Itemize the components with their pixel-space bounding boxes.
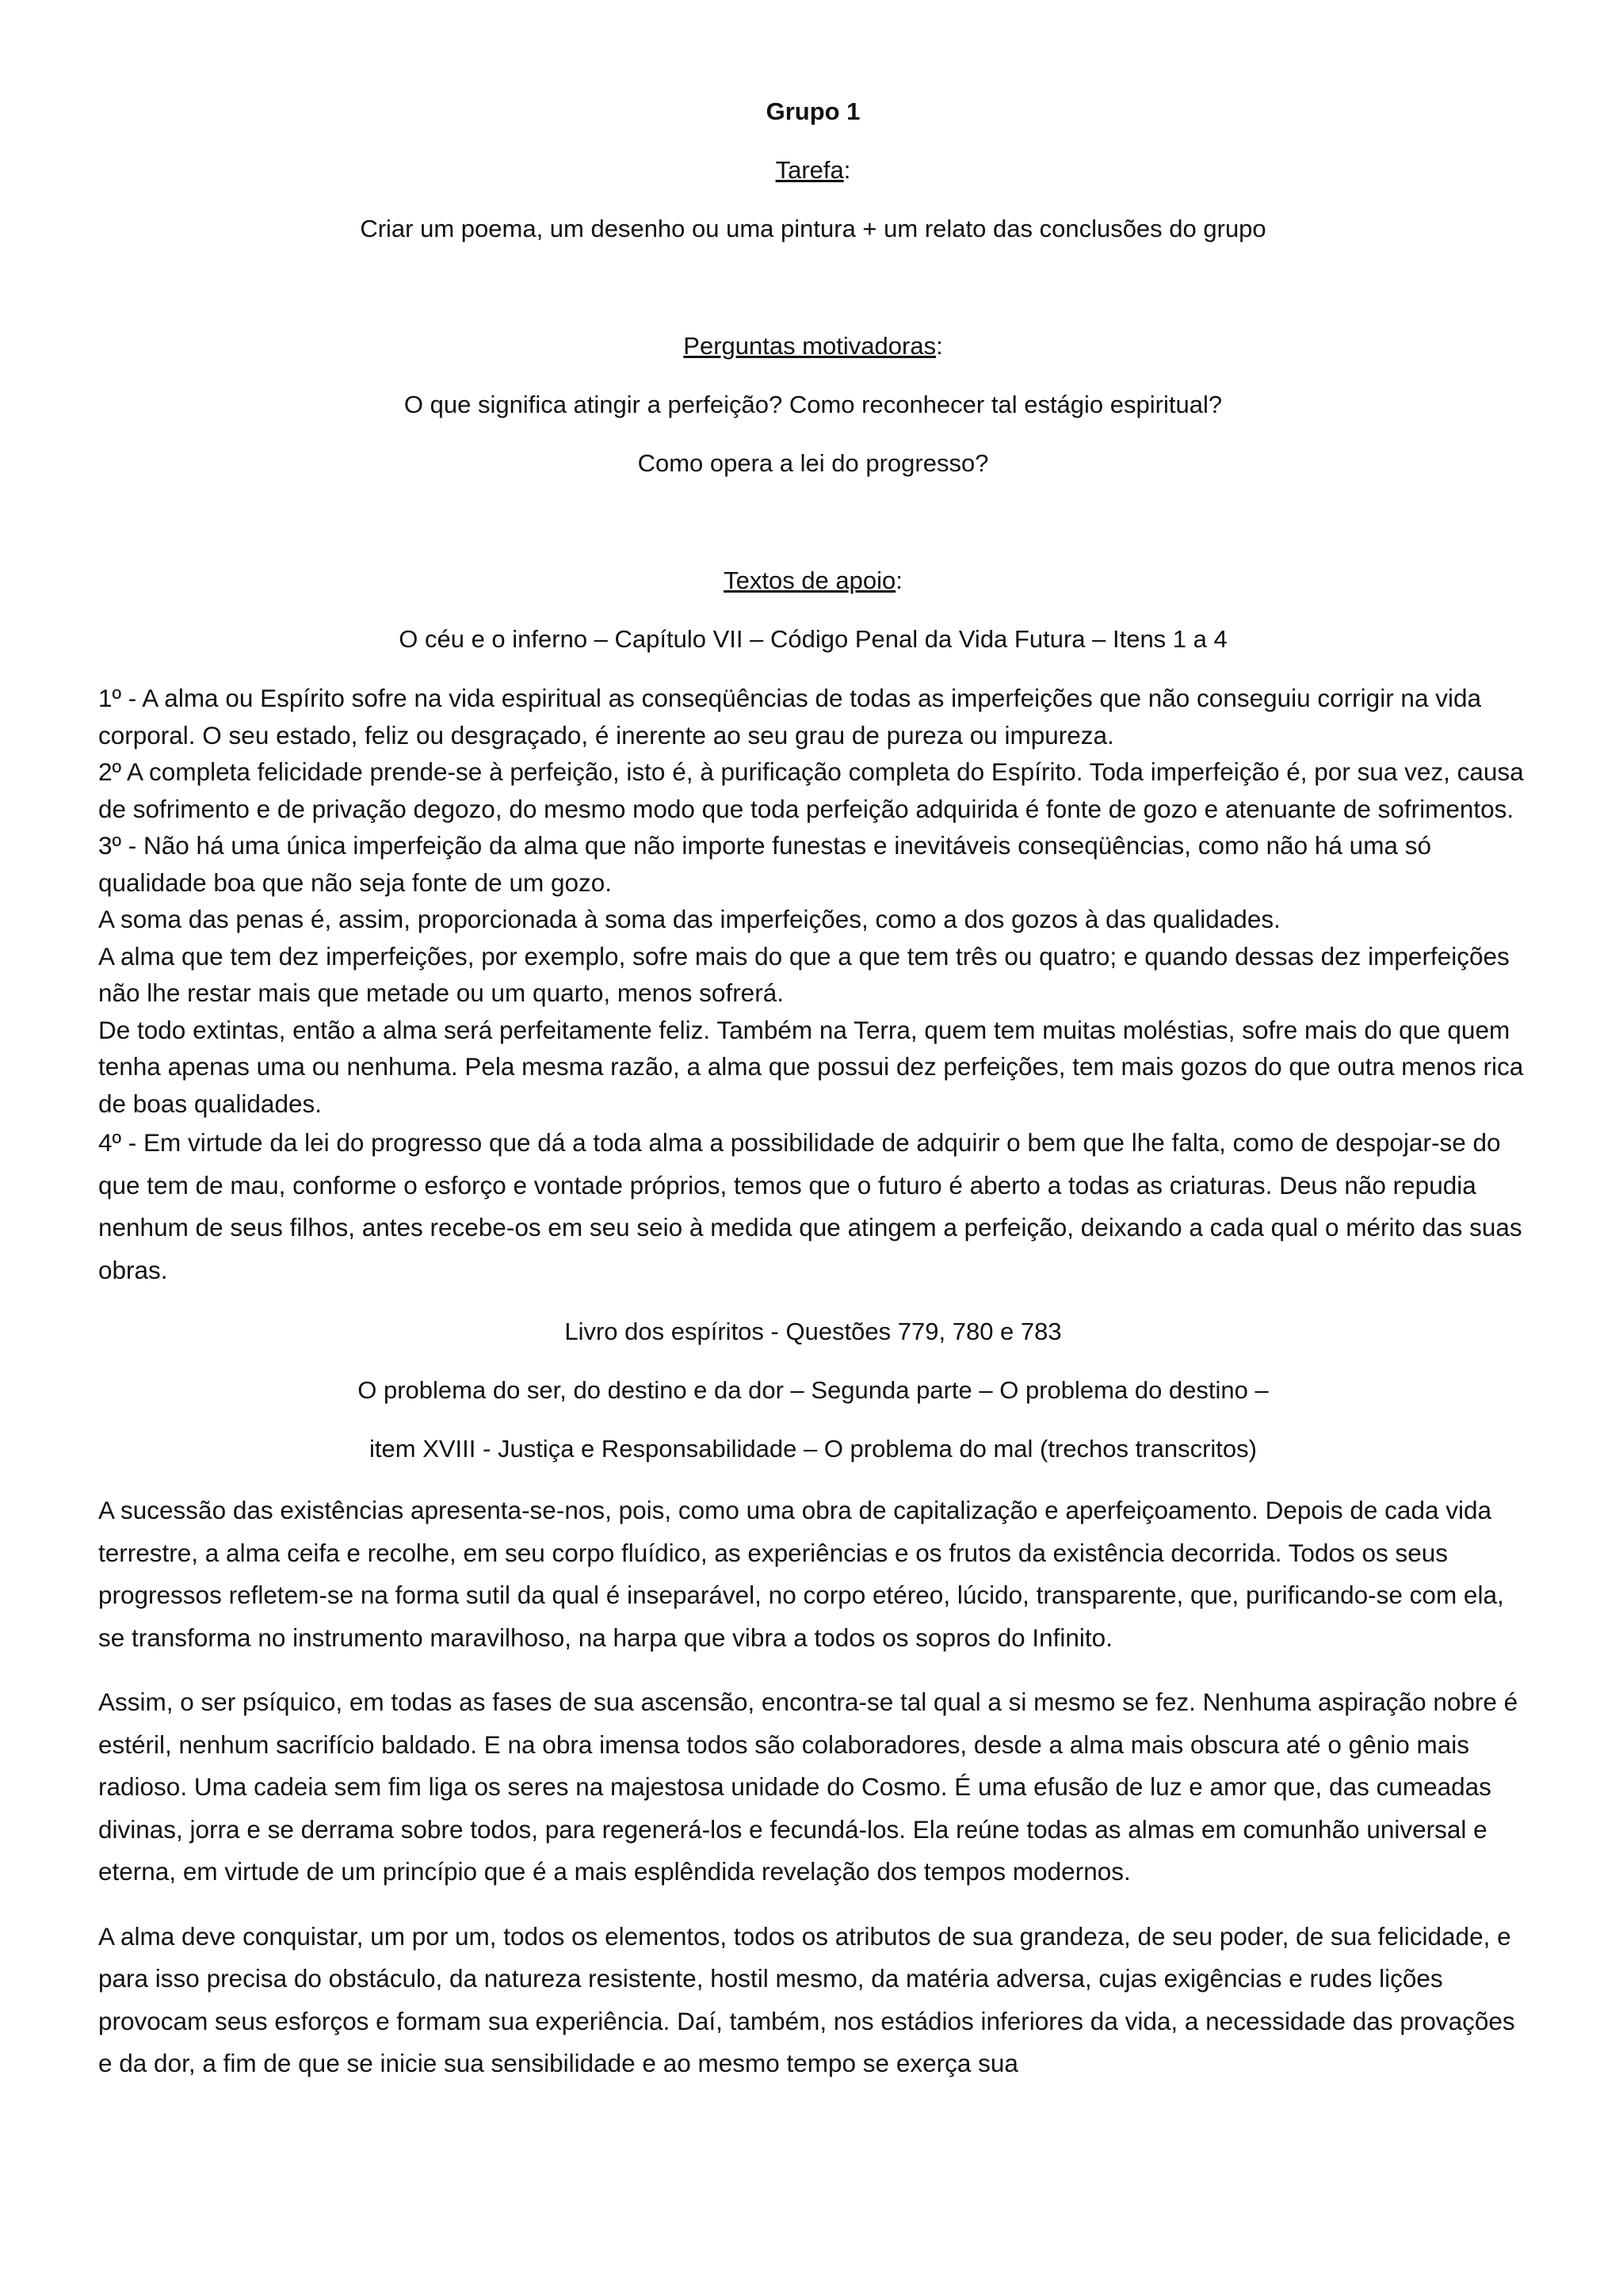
questions-heading: Perguntas motivadoras: (683, 332, 943, 360)
support-heading: Textos de apoio: (724, 566, 903, 594)
item-3-sum: A soma das penas é, assim, proporcionada à soma das imperfeições, como a dos gozos à das qualidades. (98, 905, 1281, 933)
source-problem-line-1: O problema do ser, do destino e da dor – Segunda parte – O problema do destino – (357, 1376, 1269, 1404)
task-text: Criar um poema, um desenho ou uma pintura + um relato das conclusões do grupo (360, 215, 1266, 242)
item-4: 4º - Em virtude da lei do progresso que dá a toda alma a possibilidade de adquirir o bem que lhe falta, como de despojar-se do que tem de mau, conforme o esforço e vontade próprios, temos que o futuro é aberto a todas as criaturas. Deus não repudia nenhum de seus filhos, antes recebe-os em seu seio à medida que atingem a perfeição, deixando a cada qual o mérito das suas obras. (98, 1128, 1522, 1284)
paragraph-2: Assim, o ser psíquico, em todas as fases de sua ascensão, encontra-se tal qual a si mesmo se fez. Nenhuma aspiração nobre é estéril, nenhum sacrifício baldado. E na obra imensa todos são colaboradores, desde a alma mais obscura até o gênio mais radioso. Uma cadeia sem fim liga os seres na majestosa unidade do Cosmo. É uma efusão de luz e amor que, das cumeadas divinas, jorra e se derrama sobre todos, para regenerá-los e fecundá-los. Ela reúne todas as almas em comunhão universal e eterna, em virtude de um princípio que é a mais esplêndida revelação dos tempos modernos. (98, 1688, 1518, 1886)
task-heading: Tarefa: (775, 156, 851, 184)
item-3: 3º - Não há uma única imperfeição da alma que não importe funestas e inevitáveis conseqüências, como não há uma só qualidade boa que não seja fonte de um gozo. (98, 831, 1431, 897)
source-problem-line-2: item XVIII - Justiça e Responsabilidade – O problema do mal (trechos transcritos) (369, 1435, 1257, 1463)
source-spirits-book: Livro dos espíritos - Questões 779, 780 e 783 (564, 1318, 1062, 1345)
support-label: Textos de apoio (724, 566, 896, 594)
question-1: O que significa atingir a perfeição? Como reconhecer tal estágio espiritual? (403, 391, 1223, 418)
penal-code-items (98, 680, 1528, 1291)
item-3-example: A alma que tem dez imperfeições, por exemplo, sofre mais do que a que tem três ou quatro; e quando dessas dez imperfeições não lhe restar mais que metade ou um quarto, menos sofrerá. (98, 941, 1510, 1007)
source-heaven-hell: O céu e o inferno – Capítulo VII – Código Penal da Vida Futura – Itens 1 a 4 (399, 625, 1228, 653)
item-3-extinct: De todo extintas, então a alma será perfeitamente feliz. Também na Terra, quem tem muitas moléstias, sofre mais do que quem tenha apenas uma ou nenhuma. Pela mesma razão, a alma que possui dez perfeições, tem mais gozos do que outra menos rica de boas qualidades. (98, 1015, 1524, 1118)
item-2: 2º A completa felicidade prende-se à perfeição, isto é, à purificação completa do Espírito. Toda imperfeição é, por sua vez, causa de sofrimento e de privação degozo, do mesmo modo que toda perfeição adquirida é fonte de gozo e atenuante de sofrimentos. (98, 757, 1524, 823)
task-label: Tarefa (775, 156, 844, 184)
questions-label: Perguntas motivadoras (683, 332, 937, 360)
group-title: Grupo 1 (766, 97, 861, 125)
paragraph-3: A alma deve conquistar, um por um, todos os elementos, todos os atributos de sua grandeza, de seu poder, de sua felicidade, e para isso precisa do obstáculo, da natureza resistente, hostil mesmo, da matéria adversa, cujas exigências e rudes lições provocam seus esforços e formam sua experiência. Daí, também, nos estádios inferiores da vida, a necessidade das provações e da dor, a fim de que se inicie sua sensibilidade e ao mesmo tempo se exerça sua (98, 1921, 1515, 2077)
item-1: 1º - A alma ou Espírito sofre na vida espiritual as conseqüências de todas as imperfeições que não conseguiu corrigir na vida corporal. O seu estado, feliz ou desgraçado, é inerente ao seu grau de pureza ou impureza. (98, 684, 1482, 749)
question-2: Como opera a lei do progresso? (637, 449, 989, 477)
paragraph-1: A sucessão das existências apresenta-se-nos, pois, como uma obra de capitalização e aperfeiçoamento. Depois de cada vida terrestre, a alma ceifa e recolhe, em seu corpo fluídico, as experiências e os frutos da existência decorrida. Todos os seus progressos refletem-se na forma sutil da qual é inseparável, no corpo etéreo, lúcido, transparente, que, purificando-se com ela, se transforma no instrumento maravilhoso, na harpa que vibra a todos os sopros do Infinito. (98, 1496, 1504, 1652)
